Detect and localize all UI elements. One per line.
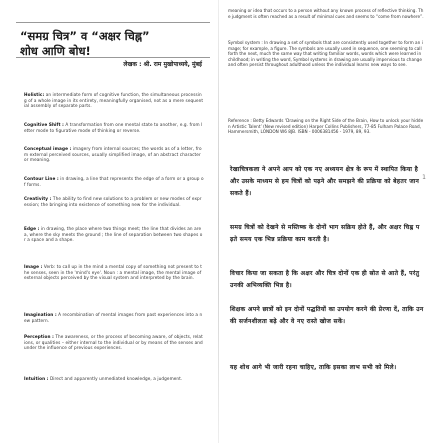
glossary-text: A recombination of mental images from past experiences into a new pattern. <box>24 312 203 323</box>
glossary-item <box>24 264 204 281</box>
glossary-item <box>24 92 204 109</box>
glossary-term: Intuition : <box>24 376 49 381</box>
glossary-text: in drawing, the place where two things meet; the line that divides an area, where the sky meets the ground ; the line of separation between two shapes or a space and a shape. <box>24 226 203 243</box>
reference-note: Reference : Betty Edwards ‘Drawing on the Right Side of the Brain, How to unlock your hidden Artistic Talent’ (New revised edition) Harper Collins Publishers, 77-85 Fulham Palace Road, Hammersmith, LONDON W6 8JB. ISBN - 0006381456 - 1979, 89, 93. <box>228 118 424 135</box>
glossary-text: Direct and apparently unmediated knowledge, a judgement. <box>49 376 183 381</box>
glossary-term: Cognitive Shift : <box>24 122 64 127</box>
glossary-text: The awareness, or the process of becoming aware, of objects, relations, or qualities – either internal to the individual or by means of the senses and under the influence of previous experiences. <box>24 334 203 351</box>
glossary-text: imagery from internal sources; the words as of a letter, from external perceived sources, usually simplified image, of an abstract character or meaning. <box>24 146 202 163</box>
glossary-term: Perception : <box>24 334 54 339</box>
glossary-term: Imagination : <box>24 312 57 317</box>
glossary-text: Verb: to call up in the mind a mental copy of something not present to the senses, seen in the 'mind's eye'. Noun : a mental image, the mental image of external objects perceived by the visual system and interpreted by the brain. <box>24 264 202 281</box>
page-fold <box>218 0 219 443</box>
glossary-item <box>24 146 204 163</box>
glossary-text: A transformation from one mental state to another, e.g. from letter mode to figurative mode of thinking or reverse. <box>24 122 203 133</box>
page-number: 1 <box>422 174 426 181</box>
glossary-term: Edge : <box>24 226 40 231</box>
glossary-term: Contour Line : <box>24 176 59 181</box>
glossary-item <box>24 226 204 243</box>
hindi-paragraph: विचार किया जा सकता है कि अक्षर और चित्र दोनों एक ही स्रोत से आते हैं, परंतु उनकी अभिव्यक्ति भिन्न है। <box>230 270 420 289</box>
glossary-item <box>24 376 204 382</box>
glossary-item <box>24 312 204 323</box>
right-column <box>222 0 432 443</box>
glossary-term: Conceptual image : <box>24 146 72 151</box>
left-column <box>16 0 212 443</box>
hindi-paragraph: शिक्षक अपने छात्रों को इन दोनों पद्धतियों का उपयोग करने की प्रेरणा दें, ताकि उनकी सर्जनशीलता बढ़े और वे नए रास्ते खोज सकें। <box>230 306 424 325</box>
glossary-term: Image : <box>24 264 43 269</box>
title-line-1: “समग्र चित्र” व “अक्षर चिह्न” <box>20 29 150 43</box>
glossary-term: Holistic: <box>24 92 45 97</box>
glossary-text: an intermediate form of cognitive function, the simultaneous processing of a whole image in its entirety, meaningfully organised, not as a mere sequential assembly of separate parts. <box>24 92 204 109</box>
glossary-text: The ability to find new solutions to a problem or new modes of expression; the bringing into existence of something new for the individual. <box>24 196 202 207</box>
title-line-2: शोध आणि बोध! <box>20 44 91 58</box>
symbol-system-definition: Symbol system : In drawing a set of symbols that are consistently used together to form an image; for example, a figure. The symbols are usually used in sequence, one seeming to call forth the next, much the same way that writing familiar words, words which were learned in childhood; in writing the word, Symbol systems in drawing are usually impervious to change and often persist throughout adulthood unless the individual learns new ways to see. <box>228 40 423 68</box>
hindi-paragraph: यह शोध आगे भी जारी रहना चाहिए, ताकि इसका लाभ सभी को मिले। <box>230 364 397 371</box>
glossary-item <box>24 122 204 133</box>
glossary-item <box>24 176 204 187</box>
author-byline: लेखक : श्री. राम मुखोपाध्यये, मुंबई <box>123 61 202 68</box>
glossary-text: in drawing, a line that represents the edge of a form or a group of forms. <box>24 176 204 187</box>
hindi-paragraph: समग्र चित्रों को देखने से मस्तिष्क के दोनों भाग सक्रिय होते हैं, और अक्षर चिह्न पढ़ते समय एक भिन्न प्रक्रिया काम करती है। <box>230 224 420 243</box>
hindi-paragraph: रेखाचित्रकला ने अपने आप को एक नए अध्ययन क्षेत्र के रूप में स्थापित किया है और उसके माध्यम से हम चित्रों को पढ़ने और समझने की प्रक्रिया को बेहतर जान सकते हैं। <box>230 166 420 197</box>
glossary-item <box>24 196 204 207</box>
article-title <box>16 22 210 58</box>
glossary-item <box>24 334 204 351</box>
glossary-term: Creativity : <box>24 196 52 201</box>
intuition-continued: meaning or idea that occurs to a person without any known process of reflective thinking. The judgment is often reached as a result of minimal cues and seems to “come from nowhere”. <box>228 8 424 19</box>
